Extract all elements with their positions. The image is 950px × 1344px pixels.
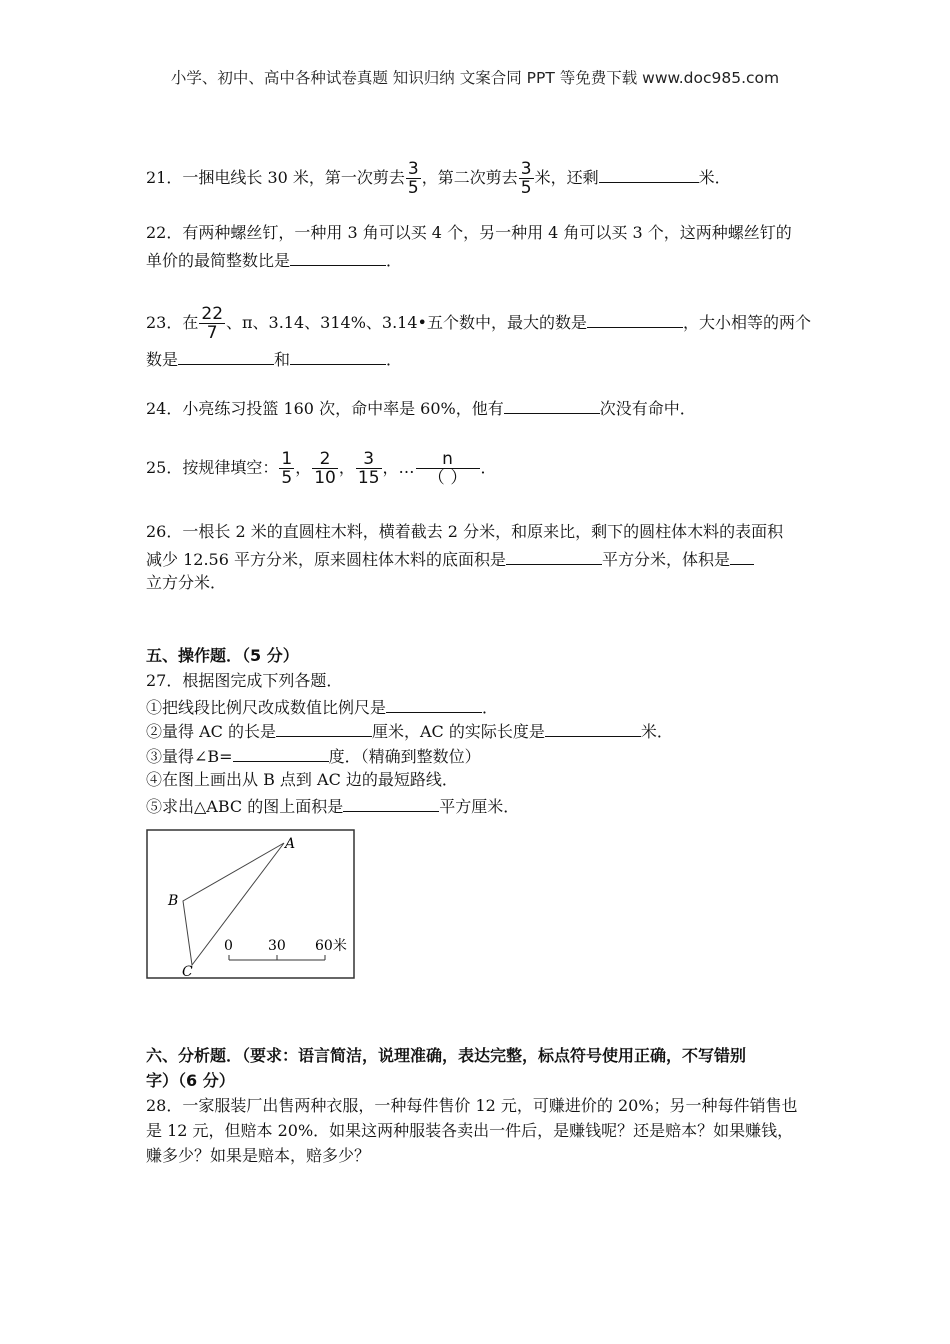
section-5-title: 五、操作题．（5 分） bbox=[146, 646, 299, 665]
q23-text-c: ，大小相等的两个 bbox=[682, 313, 811, 332]
q21-fraction-1 bbox=[406, 160, 421, 197]
question-23-line1 bbox=[146, 305, 811, 342]
q26-text-a: 减少 12.56 平方分米，原来圆柱体木料的底面积是 bbox=[146, 550, 506, 569]
question-21 bbox=[146, 160, 731, 197]
q22-text-b: ． bbox=[386, 251, 403, 270]
question-28-line3: 赚多少？如果是赔本，赔多少？ bbox=[146, 1146, 371, 1165]
q27-s3-text-a: ③量得∠B= bbox=[146, 747, 233, 766]
scale-label-0: 0 bbox=[224, 938, 233, 954]
question-27-intro: 27．根据图完成下列各题． bbox=[146, 671, 343, 690]
q21-f2-den: 5 bbox=[520, 178, 532, 198]
q25-f1-den: 5 bbox=[281, 468, 293, 488]
q23-text-a: 23．在 bbox=[146, 313, 199, 332]
q23-f-den: 7 bbox=[206, 323, 218, 343]
q23-text-d: 数是 bbox=[146, 350, 179, 369]
question-22-line2 bbox=[146, 249, 402, 271]
q27-s2-blank-1[interactable] bbox=[276, 720, 372, 737]
q26-answer-blank-1[interactable] bbox=[506, 548, 602, 565]
q21-f1-den: 5 bbox=[407, 178, 419, 198]
q25-f4-den: （ ） bbox=[427, 468, 468, 488]
question-28-line2: 是 12 元，但赔本 20%．如果这两种服装各卖出一件后，是赚钱呢？还是赔本？如果赚钱， bbox=[146, 1121, 794, 1140]
question-24 bbox=[146, 397, 696, 419]
q25-sep-1: ， bbox=[295, 458, 312, 477]
q27-s2-text-c: 米． bbox=[640, 722, 673, 741]
q23-fraction bbox=[199, 305, 225, 342]
q25-f3-num: 3 bbox=[356, 450, 382, 469]
q24-text-a: 24．小亮练习投篮 160 次，命中率是 60%，他有 bbox=[146, 399, 504, 418]
q22-answer-blank[interactable] bbox=[290, 249, 386, 266]
q25-sep-2: ， bbox=[338, 458, 355, 477]
question-22-line1: 22．有两种螺丝钉，一种用 3 角可以买 4 个，另一种用 4 角可以买 3 个，这两种螺丝钉的 bbox=[146, 223, 792, 242]
q27-s2-text-a: ②量得 AC 的长是 bbox=[146, 722, 276, 741]
question-23-line2 bbox=[146, 348, 402, 370]
triangle-figure bbox=[146, 829, 355, 979]
question-26-line3: 立方分米． bbox=[146, 573, 227, 592]
q26-text-b: 平方分米，体积是 bbox=[601, 550, 730, 569]
q25-fraction-1 bbox=[279, 450, 294, 487]
scale-label-30: 30 bbox=[268, 938, 286, 954]
q25-text-a: 25．按规律填空： bbox=[146, 458, 279, 477]
vertex-a-label: A bbox=[285, 836, 296, 852]
vertex-b-label: B bbox=[168, 893, 179, 909]
q23-f-num: 22 bbox=[201, 304, 224, 324]
question-27-step-4: ④在图上画出从 B 点到 AC 边的最短路线． bbox=[146, 770, 458, 789]
q25-end: ． bbox=[480, 458, 497, 477]
question-27-step-2 bbox=[146, 720, 673, 742]
q23-answer-blank-3[interactable] bbox=[290, 348, 386, 365]
question-26-line1: 26．一根长 2 米的直圆柱木料，横着截去 2 分米，和原来比，剩下的圆柱体木料的表面积 bbox=[146, 522, 784, 541]
q23-text-b: 、π、3.14、314%、3.14•五个数中，最大的数是 bbox=[226, 313, 587, 332]
question-27-step-3 bbox=[146, 745, 481, 767]
q25-f3-den: 15 bbox=[357, 468, 380, 488]
q26-answer-blank-2[interactable] bbox=[730, 548, 754, 565]
question-25 bbox=[146, 450, 497, 487]
q25-fraction-2 bbox=[312, 450, 338, 487]
vertex-c-label: C bbox=[182, 964, 193, 979]
q27-s1-blank[interactable] bbox=[386, 696, 482, 713]
question-27-step-5 bbox=[146, 795, 519, 817]
section-6-title-line1: 六、分析题．（要求：语言简洁，说理准确，表达完整，标点符号使用正确，不写错别 bbox=[146, 1046, 747, 1065]
q21-f2-num: 3 bbox=[520, 159, 532, 179]
q21-text-b: ，第二次剪去 bbox=[421, 168, 518, 187]
q25-f1-num: 1 bbox=[281, 449, 293, 469]
q21-answer-blank[interactable] bbox=[599, 166, 699, 183]
q23-answer-blank-1[interactable] bbox=[587, 311, 683, 328]
q21-fraction-2 bbox=[519, 160, 534, 197]
q21-f1-num: 3 bbox=[407, 159, 419, 179]
q22-text-a: 单价的最简整数比是 bbox=[146, 251, 291, 270]
q24-answer-blank[interactable] bbox=[504, 397, 600, 414]
q21-text-a: 21．一捆电线长 30 米，第一次剪去 bbox=[146, 168, 405, 187]
section-6-title-line2: 字）（6 分） bbox=[146, 1071, 235, 1090]
q25-fraction-3 bbox=[356, 450, 382, 487]
q27-s1-text-b: ． bbox=[482, 698, 499, 717]
q27-s3-blank[interactable] bbox=[233, 745, 329, 762]
q24-text-b: 次没有命中． bbox=[599, 399, 696, 418]
q27-s3-text-b: 度．（精确到整数位） bbox=[328, 747, 481, 766]
question-26-line2 bbox=[146, 548, 754, 570]
q25-dots: … bbox=[398, 458, 415, 477]
q27-s5-text-a: ⑤求出△ABC 的图上面积是 bbox=[146, 797, 344, 816]
q23-text-e: 和 bbox=[274, 350, 291, 369]
question-27-step-1 bbox=[146, 696, 498, 718]
page-header: 小学、初中、高中各种试卷真题 知识归纳 文案合同 PPT 等免费下载 www.doc985.com bbox=[170, 69, 780, 87]
q25-f2-den: 10 bbox=[314, 468, 336, 488]
scale-label-60: 60米 bbox=[315, 938, 347, 954]
q21-text-d: 米． bbox=[698, 168, 731, 187]
q25-f2-num: 2 bbox=[312, 450, 338, 469]
question-28-line1: 28．一家服装厂出售两种衣服，一种每件售价 12 元，可赚进价的 20%；另一种每件销售也 bbox=[146, 1096, 798, 1115]
q25-sep-3: ， bbox=[382, 458, 399, 477]
q23-text-f: ． bbox=[386, 350, 403, 369]
q25-f4-num: n bbox=[416, 450, 480, 469]
q27-s1-text-a: ①把线段比例尺改成数值比例尺是 bbox=[146, 698, 387, 717]
q23-answer-blank-2[interactable] bbox=[178, 348, 274, 365]
q27-s5-blank[interactable] bbox=[343, 795, 439, 812]
q27-s5-text-b: 平方厘米． bbox=[439, 797, 520, 816]
q25-fraction-4[interactable] bbox=[416, 450, 480, 487]
q27-s2-text-b: 厘米，AC 的实际长度是 bbox=[371, 722, 545, 741]
q27-s2-blank-2[interactable] bbox=[545, 720, 641, 737]
q21-text-c: 米，还剩 bbox=[534, 168, 599, 187]
